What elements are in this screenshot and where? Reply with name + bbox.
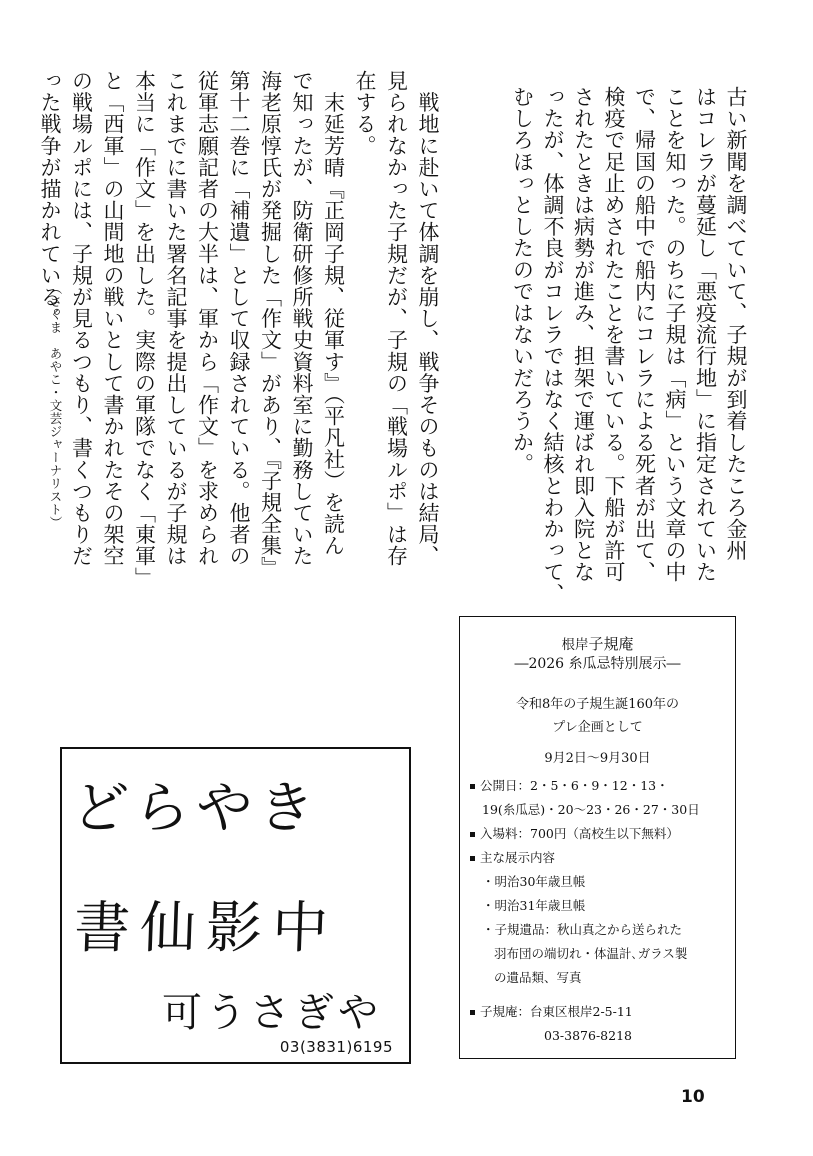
ad-shop-name: 可うさぎや xyxy=(162,990,382,1036)
ad-headline: どらやき xyxy=(69,776,323,841)
title-location: 根岸 xyxy=(561,637,589,653)
venue-address xyxy=(470,1003,633,1021)
exhibition-title xyxy=(460,635,735,654)
ad-calligraphy: 書仙影中 xyxy=(72,896,340,961)
list-item-cont: 羽布団の端切れ・体温計､ガラス製 xyxy=(494,946,688,961)
contents-heading xyxy=(470,849,555,867)
list-item: ・明治31年歳旦帳 xyxy=(482,898,586,913)
title-venue: 子規庵 xyxy=(588,635,634,653)
exhibition-notice xyxy=(459,616,736,1059)
ad-phone-number: 03(3831)6195 xyxy=(279,1038,393,1056)
exhibition-dates: 9月2日～9月30日 xyxy=(544,751,651,766)
dorayaki-advertisement xyxy=(60,747,411,1064)
open-days-label: 公開日：2・5・6・9・12・13・ xyxy=(480,778,669,793)
bullet-square-icon xyxy=(470,832,475,837)
bullet-square-icon xyxy=(470,784,475,789)
bullet-square-icon xyxy=(470,856,475,861)
open-days-cont: 19(糸瓜忌)・20～23・26・27・30日 xyxy=(482,802,700,817)
list-item-cont: の遺品類、写真 xyxy=(494,970,582,985)
author-byline: （さくま あやこ・文芸ジャーナリスト） xyxy=(48,282,63,529)
exhibition-subtitle: ―2026 糸瓜忌特別展示― xyxy=(514,656,681,672)
list-item: ・明治30年歳旦帳 xyxy=(482,874,586,889)
venue-phone: 03-3876-8218 xyxy=(544,1028,632,1043)
bullet-square-icon xyxy=(470,1010,475,1015)
essay-column-right: 古い新聞を調べていて、子規が到着したころ金州 はコレラが蔓延し「悪疫流行地」に指定されていた ことを知った。のちに子規は「病」という文章の中 で、帰国の船中で船内にコレラによる死者が出て、 検疫で足止めされたことを書いている。下船が許可 されたときは病勢が進み、担架で運ばれ即入院とな ったが、体調不良がコレラではなく結核とわかって、 むしろほっとしたのではないだろうか。 xyxy=(510,86,748,605)
contents-label: 主な展示内容 xyxy=(480,850,556,865)
page-number: 10 xyxy=(681,1087,705,1107)
admission-text: 入場料：700円（高校生以下無料） xyxy=(480,826,679,841)
exhibition-description: 令和8年の子規生誕160年の xyxy=(515,697,680,712)
exhibition-description-cont: プレ企画として xyxy=(552,720,643,735)
address-text: 子規庵：台東区根岸2-5-11 xyxy=(480,1004,633,1019)
list-item: ・子規遺品：秋山真之から送られた xyxy=(482,922,683,937)
admission xyxy=(470,825,679,843)
essay-column-left: 戦地に赴いて体調を崩し、戦争そのものは結局、 見られなかった子規だが、子規の「戦場ルポ」は存 在する。 末延芳晴『正岡子規、従軍す』（平凡社）を読ん で知ったが、防衛研修所戦史資料室に勤務していた 海老原惇氏が発掘した「作文」があり、『子規全集』 第十二巻に「補遺」として収録されている。他者の 従軍志願記者の大半は、軍から「作文」を求められ これまでに書いた署名記事を提出しているが子規は 本当に「作文」を出した。実際の軍隊でなく「東軍」 と「西軍」の山間地の戦いとして書かれたその架空 の戦場ルポには、子規が見るつもり、書くつもりだ った戦争が描かれている。 xyxy=(38,70,440,589)
open-days xyxy=(470,777,669,795)
